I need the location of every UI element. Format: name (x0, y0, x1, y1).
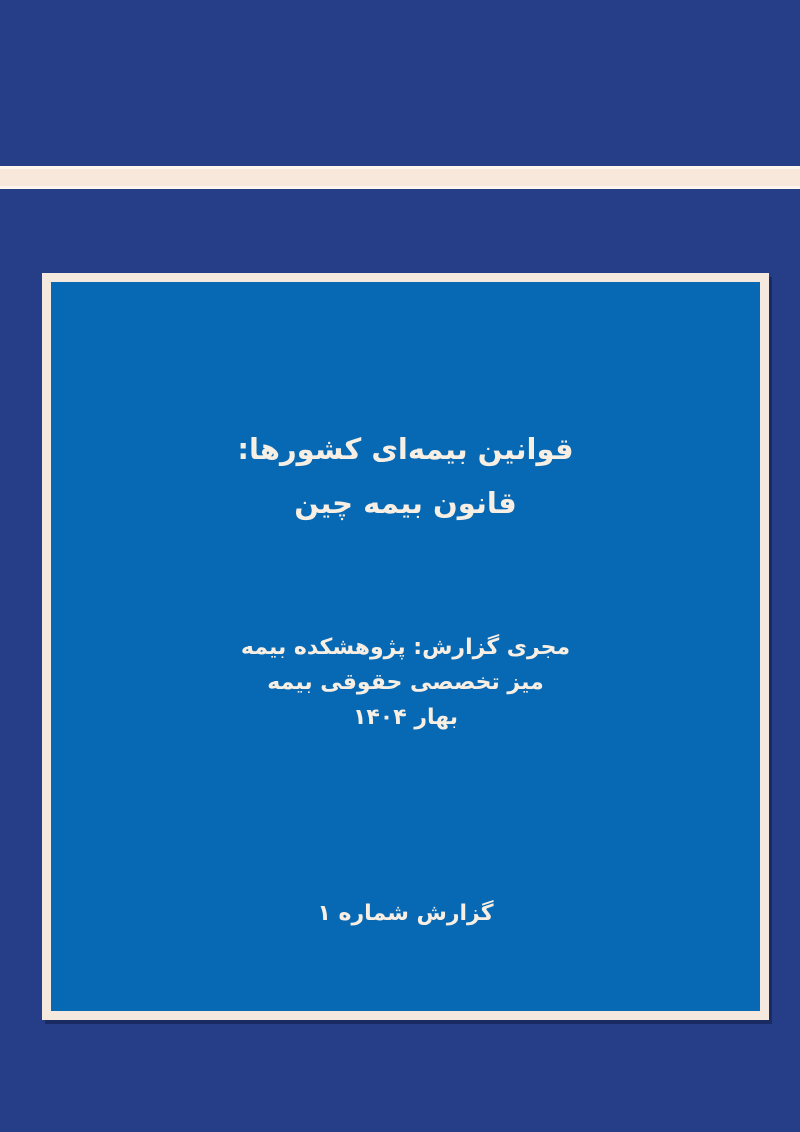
publisher-block (51, 630, 760, 735)
department-line: میز تخصصی حقوقی بیمه (267, 670, 544, 695)
top-accent-stripe (0, 166, 800, 189)
report-executor-line: مجری گزارش: پژوهشکده بیمه (240, 635, 571, 660)
cover-title-line-2: قانون بیمه چین (294, 486, 517, 520)
report-number: گزارش شماره ۱ (317, 901, 494, 926)
cover-panel (42, 273, 769, 1020)
cover-title-line-1: قوانین بیمه‌ای کشورها: (237, 432, 574, 466)
season-year-line: بهار ۱۴۰۴ (352, 705, 459, 730)
title-block (51, 432, 760, 520)
